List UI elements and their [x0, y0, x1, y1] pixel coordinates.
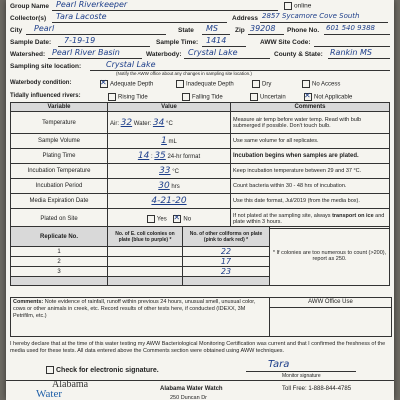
- replicate-3-no: 3: [11, 267, 108, 277]
- incubation-period-value[interactable]: 30: [158, 181, 170, 191]
- expiration-value-cell: [108, 194, 231, 209]
- incubation-temp-value-cell: [108, 164, 231, 179]
- condition-no-access-label: No Access: [312, 81, 341, 88]
- tide-not-applicable-label: Not Applicable: [314, 94, 353, 101]
- checkbox-dry[interactable]: [252, 80, 260, 88]
- plating-value-cell: 14 : 35 24-hr format: [108, 149, 231, 164]
- expiration-label: Media Expiration Date: [11, 194, 108, 209]
- state-label: State: [178, 27, 194, 34]
- row-plating-time: [11, 149, 390, 164]
- state-value[interactable]: MS: [206, 24, 218, 33]
- checkbox-not-applicable[interactable]: [304, 93, 312, 101]
- online-checkbox[interactable]: [284, 2, 292, 10]
- volume-unit: mL: [168, 139, 177, 145]
- replicate-1-ecoli[interactable]: [108, 247, 183, 257]
- condition-no-access[interactable]: [302, 80, 340, 88]
- plating-label: Plating Time: [11, 149, 108, 164]
- tide-rising[interactable]: [108, 93, 148, 101]
- plating-unit: 24-hr format: [167, 154, 201, 160]
- tide-not-applicable[interactable]: [304, 93, 352, 101]
- logo-line1: Alabama: [52, 379, 89, 390]
- plated-on-site-label: Plated on Site: [11, 209, 108, 229]
- tidal-label: Tidally influenced rivers:: [10, 93, 81, 99]
- waterbody-value[interactable]: Crystal Lake: [188, 48, 238, 57]
- volume-value-cell: [108, 134, 231, 149]
- tide-falling-label: Falling Tide: [192, 94, 223, 101]
- plated-comment-bold: transport on ice: [332, 212, 374, 219]
- address-value[interactable]: 2857 Sycamore Cove South: [262, 12, 360, 20]
- incubation-temp-unit: °C: [172, 169, 179, 175]
- replicate-3-ecoli[interactable]: [108, 267, 183, 277]
- online-label: online: [294, 2, 312, 10]
- condition-adequate[interactable]: [100, 80, 153, 88]
- plating-comment: Incubation begins when samples are plated.: [231, 149, 390, 164]
- incubation-period-value-cell: [108, 179, 231, 194]
- header-variable: Variable: [11, 103, 108, 112]
- replicate-1-no: 1: [11, 247, 108, 257]
- county-state-label: County & State:: [274, 51, 323, 58]
- aww-data-sheet: [6, 0, 394, 400]
- comments-box[interactable]: [10, 297, 392, 337]
- plated-comment-part2: and plate within 3 hours.: [233, 212, 385, 225]
- water-label: Water:: [133, 120, 152, 127]
- temperature-comment: Measure air temp before water temp. Read with bulb submerged if possible. Don't touch bulb.: [231, 112, 390, 134]
- replicate-table: [10, 226, 390, 286]
- incubation-period-comment: Count bacteria within 30 - 48 hrs of incubation.: [231, 179, 390, 194]
- checkbox-adequate[interactable]: [100, 80, 108, 88]
- watershed-label: Watershed:: [10, 51, 46, 58]
- comments-label: Comments:: [13, 299, 44, 305]
- header-replicate-no: Replicate No.: [11, 227, 108, 247]
- replicate-2-other[interactable]: 17: [183, 257, 270, 267]
- variables-table: [10, 102, 390, 229]
- row-incubation-period: [11, 179, 390, 194]
- tide-rising-label: Rising Tide: [118, 94, 148, 101]
- aww-site-code-label: AWW Site Code:: [260, 39, 311, 46]
- footer-toll-free: Toll Free: 1-888-844-4785: [282, 386, 352, 392]
- plated-yes-checkbox[interactable]: [147, 215, 155, 223]
- electronic-signature-checkbox[interactable]: [46, 366, 54, 374]
- signature-line: [246, 359, 356, 372]
- checkbox-no-access[interactable]: [302, 80, 310, 88]
- tide-uncertain-label: Uncertain: [260, 94, 286, 101]
- tide-falling[interactable]: [182, 93, 223, 101]
- temperature-unit: °C: [166, 120, 173, 127]
- row-incubation-temp: [11, 164, 390, 179]
- sample-date-label: Sample Date:: [10, 39, 52, 46]
- comments-instructions: Note evidence of rainfall, runoff within previous 24 hours, unusual smell, unusual color, cows or other animals in creek, etc. Record results of other tests here, if conducted (IDEXX, 3M Petrifilm, etc.): [13, 299, 256, 319]
- phone-value[interactable]: 601 540 9388: [326, 24, 375, 32]
- watershed-value[interactable]: Pearl River Basin: [52, 48, 120, 57]
- electronic-signature-row[interactable]: [46, 366, 159, 374]
- header-other-coliforms: No. of other coliforms on plate (pink to dark red) *: [183, 227, 270, 247]
- row-temperature: [11, 112, 390, 134]
- sampling-site-label: Sampling site location:: [10, 63, 82, 70]
- plating-hour-value[interactable]: 14: [137, 151, 150, 161]
- replicate-3-other[interactable]: 23: [183, 267, 270, 277]
- online-checkbox-row: [284, 2, 311, 10]
- header-value: Value: [108, 103, 231, 112]
- certification-text: I hereby declare that at the time of this water testing my AWW Bacteriological Monitoring Certification was current and that I confirmed the freshness of the media used for these tests. All data entered above the Comments section were obtained using AWW techniques.: [10, 341, 386, 354]
- notify-note: (Notify the AWW office about any changes in sampling site location.): [116, 71, 252, 76]
- checkbox-inadequate[interactable]: [176, 80, 184, 88]
- temperature-value-cell: [108, 112, 231, 134]
- sample-date-value[interactable]: 7-19-19: [64, 36, 96, 45]
- temperature-label: Temperature: [11, 112, 108, 134]
- replicate-2-ecoli[interactable]: [108, 257, 183, 267]
- address-label: Address: [232, 15, 259, 22]
- city-value[interactable]: Pearl: [34, 24, 55, 33]
- waterbody-condition-label: Waterbody condition:: [10, 80, 72, 86]
- comments-text-block: [13, 299, 265, 320]
- phone-label: Phone No.: [287, 27, 320, 34]
- condition-inadequate[interactable]: [176, 80, 234, 88]
- air-label: Air:: [110, 120, 119, 127]
- group-name-label: Group Name: [10, 3, 50, 10]
- city-label: City: [10, 27, 23, 34]
- sampling-site-value[interactable]: Crystal Lake: [106, 60, 156, 69]
- county-state-value[interactable]: Rankin MS: [330, 48, 372, 57]
- checkbox-rising-tide[interactable]: [108, 93, 116, 101]
- incubation-temp-comment: Keep incubation temperature between 29 and 37 °C.: [231, 164, 390, 179]
- collectors-label: Collector(s): [10, 15, 47, 22]
- plated-no-label: No: [183, 216, 192, 223]
- tide-uncertain[interactable]: [250, 93, 286, 101]
- condition-dry-label: Dry: [262, 81, 272, 88]
- monitor-signature[interactable]: Tara: [268, 359, 290, 370]
- zip-value[interactable]: 39208: [250, 24, 276, 33]
- monitor-signature-label: Monitor signature: [282, 373, 321, 379]
- header-comments: Comments: [231, 103, 390, 112]
- replicate-2-no: 2: [11, 257, 108, 267]
- volume-value[interactable]: 1: [161, 136, 167, 146]
- expiration-value[interactable]: 4-21-20: [151, 196, 187, 206]
- condition-adequate-label: Adequate Depth: [110, 81, 154, 88]
- plated-no-checkbox[interactable]: [173, 215, 181, 223]
- plating-minute-value[interactable]: 35: [154, 151, 166, 161]
- electronic-signature-label: Check for electronic signature.: [56, 366, 159, 374]
- condition-dry[interactable]: [252, 80, 271, 88]
- incubation-period-label: Incubation Period: [11, 179, 108, 194]
- waterbody-label: Waterbody:: [146, 51, 182, 58]
- footer-address: 250 Duncan Dr: [170, 395, 207, 400]
- logo-line2: Water: [36, 388, 62, 400]
- checkbox-uncertain[interactable]: [250, 93, 258, 101]
- condition-inadequate-label: Inadequate Depth: [186, 81, 234, 88]
- incubation-temp-value[interactable]: 33: [159, 166, 171, 176]
- office-use-box: [269, 298, 391, 336]
- row-sample-volume: [11, 134, 390, 149]
- row-expiration: [11, 194, 390, 209]
- collectors-value[interactable]: Tara Lacoste: [56, 12, 107, 21]
- sample-time-value[interactable]: 1414: [206, 36, 227, 45]
- checkbox-falling-tide[interactable]: [182, 93, 190, 101]
- volume-comment: Use same volume for all replicates.: [231, 134, 390, 149]
- footer-org: Alabama Water Watch: [160, 386, 223, 392]
- air-temp-value[interactable]: 32: [120, 117, 133, 128]
- volume-label: Sample Volume: [11, 134, 108, 149]
- expiration-comment: Use this date format, Jul/2019 (from the media box).: [231, 194, 390, 209]
- header-ecoli: No. of E. coli colonies on plate (blue to purple) *: [108, 227, 183, 247]
- replicate-1-other[interactable]: 22: [183, 247, 270, 257]
- office-use-label: AWW Office Use: [270, 298, 391, 308]
- plated-comment-part1: If not plated at the sampling site, always: [233, 212, 333, 219]
- replicate-note: * If colonies are too numerous to count (>200), report as 250.: [270, 227, 390, 286]
- plated-yes-label: Yes: [156, 216, 167, 223]
- incubation-period-unit: hrs: [171, 184, 180, 190]
- zip-label: Zip: [235, 27, 245, 34]
- incubation-temp-label: Incubation Temperature: [11, 164, 108, 179]
- aww-site-code-line: [314, 37, 390, 47]
- group-name-value[interactable]: Pearl Riverkeeper: [56, 0, 128, 9]
- water-temp-value[interactable]: 34: [152, 117, 165, 128]
- sample-time-label: Sample Time:: [156, 39, 199, 46]
